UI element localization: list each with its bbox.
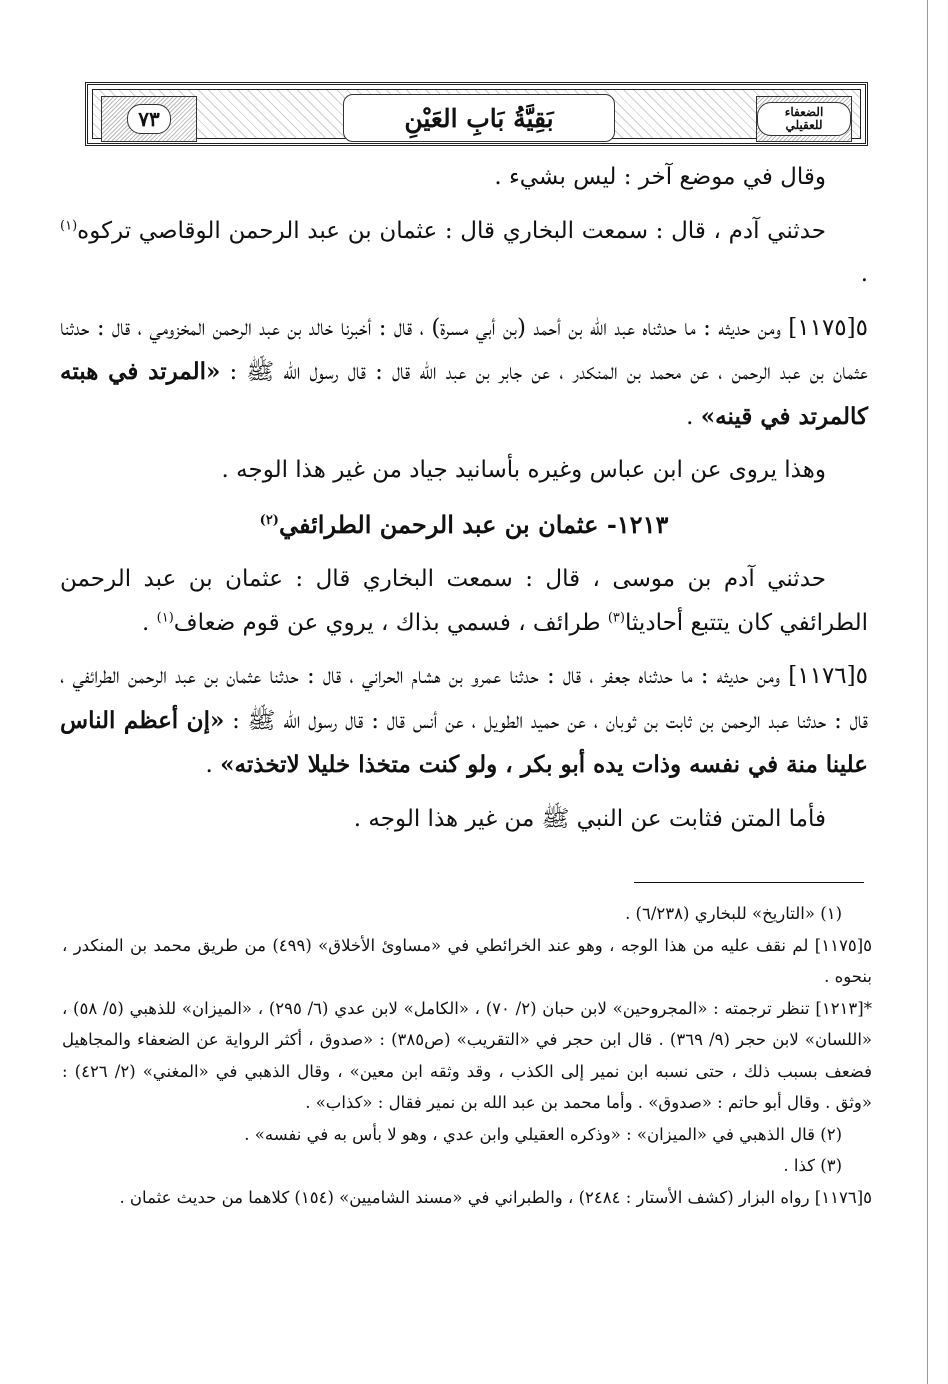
hadith-paragraph	[60, 655, 868, 788]
footnote: ٥[١١٧٦] رواه البزار (كشف الأستار : ٢٤٨٤) ، والطبراني في «مسند الشاميين» (١٥٤) كلاهما من حديث عثمان .	[119, 1187, 872, 1207]
punctuation: .	[142, 609, 157, 636]
footnote-marker: (٢)	[259, 512, 279, 528]
punctuation: .	[686, 403, 701, 430]
section-title	[60, 503, 868, 547]
paragraph	[60, 558, 868, 645]
isnad-text: ٥[١١٧٦] ومن حديثه : ما حدثناه جعفر ، قال : حدثنا عمرو بن هشام الحراني ، قال : حدثنا عثمان بن عبد الرحمن الطرائفي ، قال : حدثنا عبد الرحمن بن ثابت بن ثوبان ، عن حميد الطويل ، عن أنس قال : قال رسول الله ﷺ :	[60, 663, 868, 734]
footnote-separator	[634, 882, 864, 883]
paragraph-text: حدثني آدم ، قال : سمعت البخاري قال : عثمان بن عبد الرحمن الوقاصي تركوه	[77, 217, 826, 244]
header-ornament-band	[92, 89, 861, 139]
footnote-marker: (١)	[60, 217, 78, 233]
page-edge-line	[927, 0, 928, 1384]
paragraph-text: حدثني آدم بن موسى ، قال : سمعت البخاري قال : عثمان بن عبد الرحمن الطرائفي كان يتتبع أحاديثا	[60, 566, 868, 636]
punctuation: .	[205, 752, 221, 778]
footnote: ٥[١١٧٥] لم نقف عليه من هذا الوجه ، وهو عند الخرائطي في «مساوئ الأخلاق» (٤٩٩) من طريق محمد بن المنكدر ، بنحوه .	[62, 935, 873, 986]
footnote: *[١٢١٣] تنظر ترجمته : «المجروحين» لابن حبان (٢/ ٧٠) ، «الكامل» لابن عدي (٦/ ٢٩٥) ، «الميزان» للذهبي (٥/ ٥٨) ، «اللسان» لابن حجر (٩/ ٣٦٩) . قال ابن حجر في «التقريب» (ص٣٨٥) : «صدوق ، أكثر الرواية عن الضعفاء والمجاهيل فضعف بسبب ذلك ، حتى نسبه ابن نمير إلى الكذب ، وقد وثقه ابن معين» ، وقال الذهبي في «المغني» (٢/ ٤٢٦) : «وثق . وقال أبو حاتم : «صدوق» . وأما محمد بن عبد الله بن نمير فقال : «كذاب» .	[62, 998, 873, 1112]
paragraph: وقال في موضع آخر : ليس بشيء .	[494, 164, 826, 190]
running-title: بَقِيَّةُ بَابِ العَيْنِ	[343, 94, 615, 142]
hadith-paragraph	[60, 307, 868, 440]
paragraph	[60, 210, 868, 297]
footnotes	[62, 898, 872, 1213]
footnote-marker: (١)	[156, 609, 174, 625]
punctuation: .	[860, 261, 868, 287]
book-emblem-ornament	[756, 96, 852, 142]
paragraph: فأما المتن فثابت عن النبي ﷺ من غير هذا الوجه .	[353, 805, 826, 832]
page-number: ٧٣	[127, 104, 170, 134]
isnad-text: ٥[١١٧٥] ومن حديثه : ما حدثناه عبد الله بن أحمد (بن أبي مسرة) ، قال : أخبرنا خالد بن عبد الرحمن المخزومي ، قال : حدثنا عثمان بن عبد الرحمن ، عن محمد بن المنكدر ، عن جابر بن عبد الله قال : قال رسول الله ﷺ :	[60, 314, 868, 385]
book-emblem: الضعفاء للعقيلي	[757, 102, 851, 136]
paragraph: وهذا يروى عن ابن عباس وغيره بأسانيد جياد من غير هذا الوجه .	[221, 457, 826, 483]
footnote: (٣) كذا .	[783, 1156, 842, 1175]
paragraph-text: طرائف ، فسمي بذاك ، يروي عن قوم ضعاف	[173, 609, 608, 636]
page-number-ornament	[101, 96, 197, 142]
page-header	[85, 82, 868, 146]
section-title-text: ١٢١٣- عثمان بن عبد الرحمن الطرائفي	[278, 509, 669, 539]
footnote: (٢) قال الذهبي في «الميزان» : «وذكره العقيلي وابن عدي ، وهو لا بأس به في نفسه» .	[244, 1124, 842, 1144]
main-text	[60, 156, 868, 841]
footnote-marker: (٣)	[607, 609, 625, 625]
hadith-matn: «المرتد في هبته كالمرتد في قينه»	[60, 358, 868, 430]
hadith-matn: «إن أعظم الناس علينا منة في نفسه وذات يده أبو بكر ، ولو كنت متخذا خليلا لاتخذته»	[60, 706, 868, 778]
footnote: (١) «التاريخ» للبخاري (٦/٢٣٨) .	[625, 904, 842, 923]
